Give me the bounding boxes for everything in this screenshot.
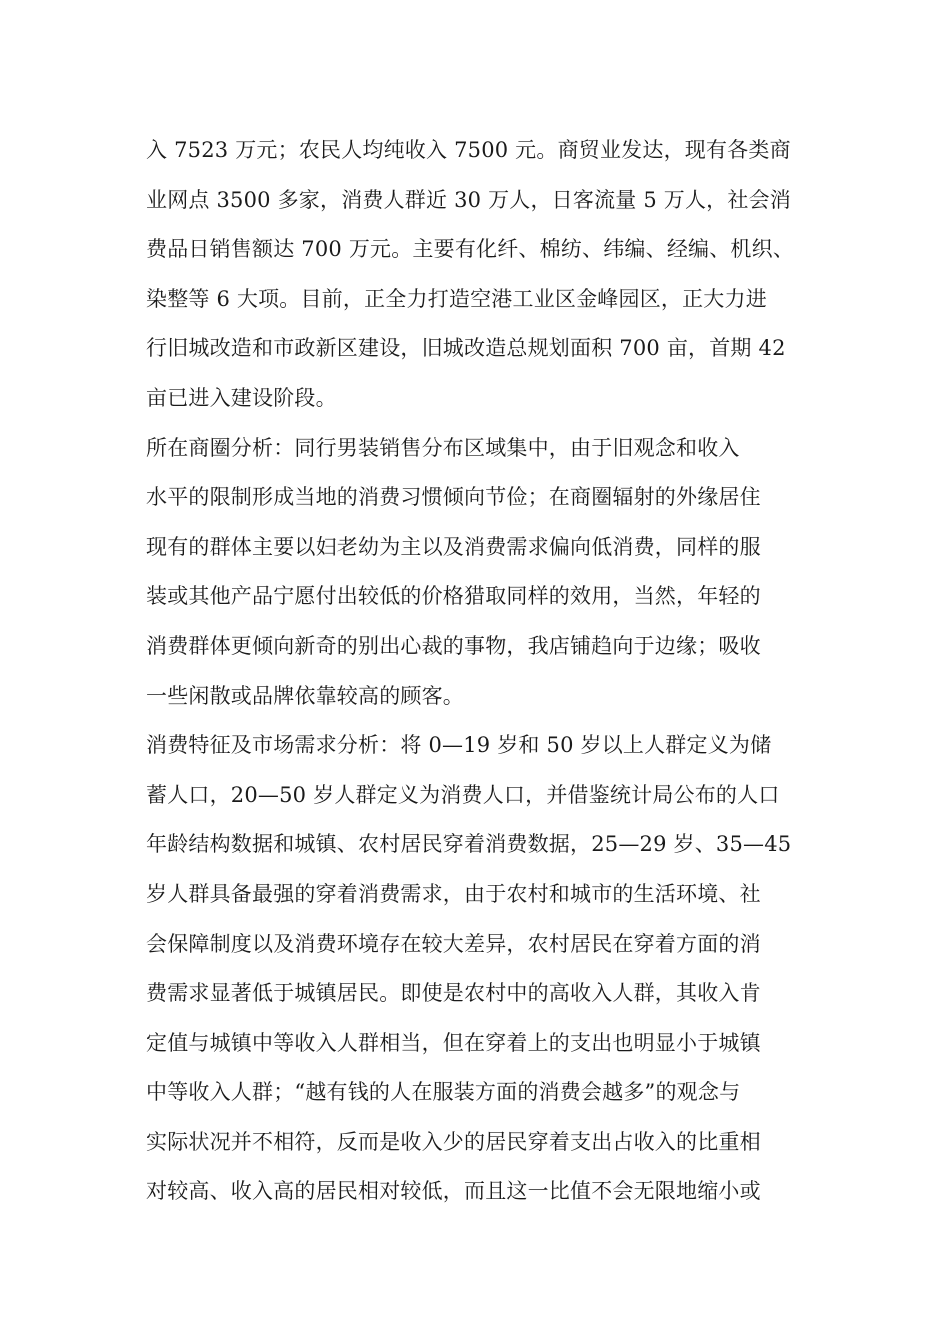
text-line: 会保障制度以及消费环境存在较大差异，农村居民在穿着方面的消 [146,931,761,956]
text-line: 费需求显著低于城镇居民。即使是农村中的高收入人群，其收入肯 [146,981,761,1006]
text-line: 费品日销售额达 700 万元。主要有化纤、棉纺、纬编、经编、机织、 [146,237,795,262]
text-line: 所在商圈分析：同行男装销售分布区域集中，由于旧观念和收入 [146,435,740,460]
text-line: 中等收入人群；“越有钱的人在服装方面的消费会越多”的观念与 [146,1080,741,1105]
text-line: 定值与城镇中等收入人群相当，但在穿着上的支出也明显小于城镇 [146,1030,761,1055]
text-line: 蓄人口，20—50 岁人群定义为消费人口，并借鉴统计局公布的人口 [146,782,780,807]
text-line: 装或其他产品宁愿付出较低的价格猎取同样的效用，当然，年轻的 [146,584,761,609]
text-line: 业网点 3500 多家，消费人群近 30 万人，日客流量 5 万人，社会消 [146,187,791,212]
text-line: 入 7523 万元；农民人均纯收入 7500 元。商贸业发达，现有各类商 [146,138,791,162]
text-line: 染整等 6 大项。目前，正全力打造空港工业区金峰园区，正大力进 [146,286,767,311]
text-line: 消费特征及市场需求分析：将 0—19 岁和 50 岁以上人群定义为储 [146,733,772,758]
text-line: 一些闲散或品牌依靠较高的顾客。 [146,683,464,708]
text-line: 现有的群体主要以妇老幼为主以及消费需求偏向低消费，同样的服 [146,534,761,559]
text-line: 亩已进入建设阶段。 [146,385,337,410]
text-line: 岁人群具备最强的穿着消费需求，由于农村和城市的生活环境、社 [146,881,761,906]
text-line: 消费群体更倾向新奇的别出心裁的事物，我店铺趋向于边缘；吸收 [146,633,761,658]
text-line: 水平的限制形成当地的消费习惯倾向节俭；在商圈辐射的外缘居住 [146,485,761,510]
document-body [146,126,836,1217]
text-line: 行旧城改造和市政新区建设，旧城改造总规划面积 700 亩，首期 42 [146,336,786,361]
text-line: 年龄结构数据和城镇、农村居民穿着消费数据，25—29 岁、35—45 [146,832,792,857]
text-line: 实际状况并不相符，反而是收入少的居民穿着支出占收入的比重相 [146,1129,761,1154]
text-line: 对较高、收入高的居民相对较低，而且这一比值不会无限地缩小或 [146,1179,761,1204]
